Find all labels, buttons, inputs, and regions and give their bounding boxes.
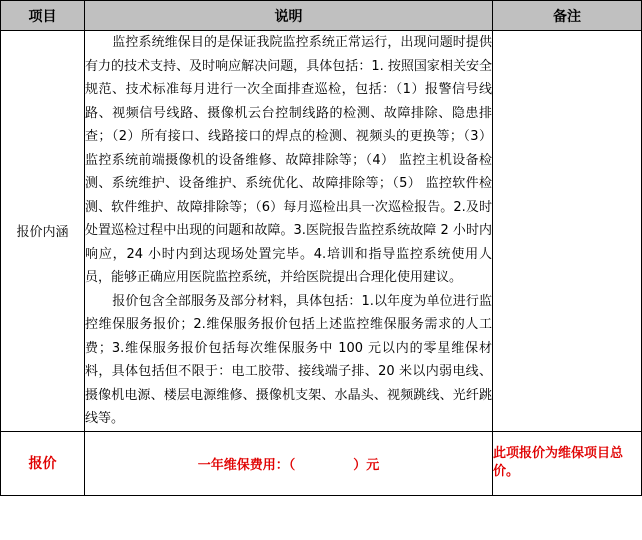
price-remarks: 此项报价为维保项目总价。	[493, 431, 642, 495]
annual-fee-suffix: ）元	[353, 457, 380, 473]
description-paragraph-1: 监控系统维保目的是保证我院监控系统正常运行，出现问题时提供有力的技术支持、及时响应解决问题，具体包括：1. 按照国家相关安全规范、技术标准每月进行一次全面排查巡检，包括：（1）报警信号线路、视频信号线路、摄像机云台控制线路的检测、故障排除、隐患排查；（2）所有接口、线路接口的焊点的检测、视频头的更换等；（3） 监控系统前端摄像机的设备维修、故障排除等；（4） 监控主机设备检测、系统维护、设备维护、系统优化、故障排除等；（5） 监控软件检测、软件维护、故障排除等；（6）每月巡检出具一次巡检报告。2.及时处置巡检过程中出现的问题和故障。3.医院报告监控系统故障 2 小时内响应，24 小时内到达现场处置完毕。4.培训和指导监控系统使用人员，能够正确应用医院监控系统，并给医院提出合理化使用建议。	[85, 35, 492, 285]
header-item: 项目	[1, 1, 85, 31]
price-label: 报价	[1, 431, 85, 495]
annual-fee-cell	[85, 431, 493, 495]
quote-content-row	[1, 31, 642, 432]
description-paragraph-2: 报价包含全部服务及部分材料，具体包括：1.以年度为单位进行监控维保服务报价；2.维保服务报价包括上述监控维保服务需求的人工费；3.维保服务报价包括每次维保服务中 100 元以内的零星维保材料，具体包括但不限于：电工胶带、接线端子排、20 米以内弱电线、摄像机电源、楼层电源维修、摄像机支架、水晶头、视频跳线、光纤跳线等。	[85, 293, 492, 426]
header-row	[1, 1, 642, 31]
header-description: 说明	[85, 1, 493, 31]
quote-content-remarks	[493, 31, 642, 432]
quote-content-label: 报价内涵	[1, 31, 85, 432]
annual-fee-prefix: 一年维保费用：（	[197, 457, 296, 473]
price-row	[1, 431, 642, 495]
header-remarks: 备注	[493, 1, 642, 31]
quote-content-description	[85, 31, 493, 432]
